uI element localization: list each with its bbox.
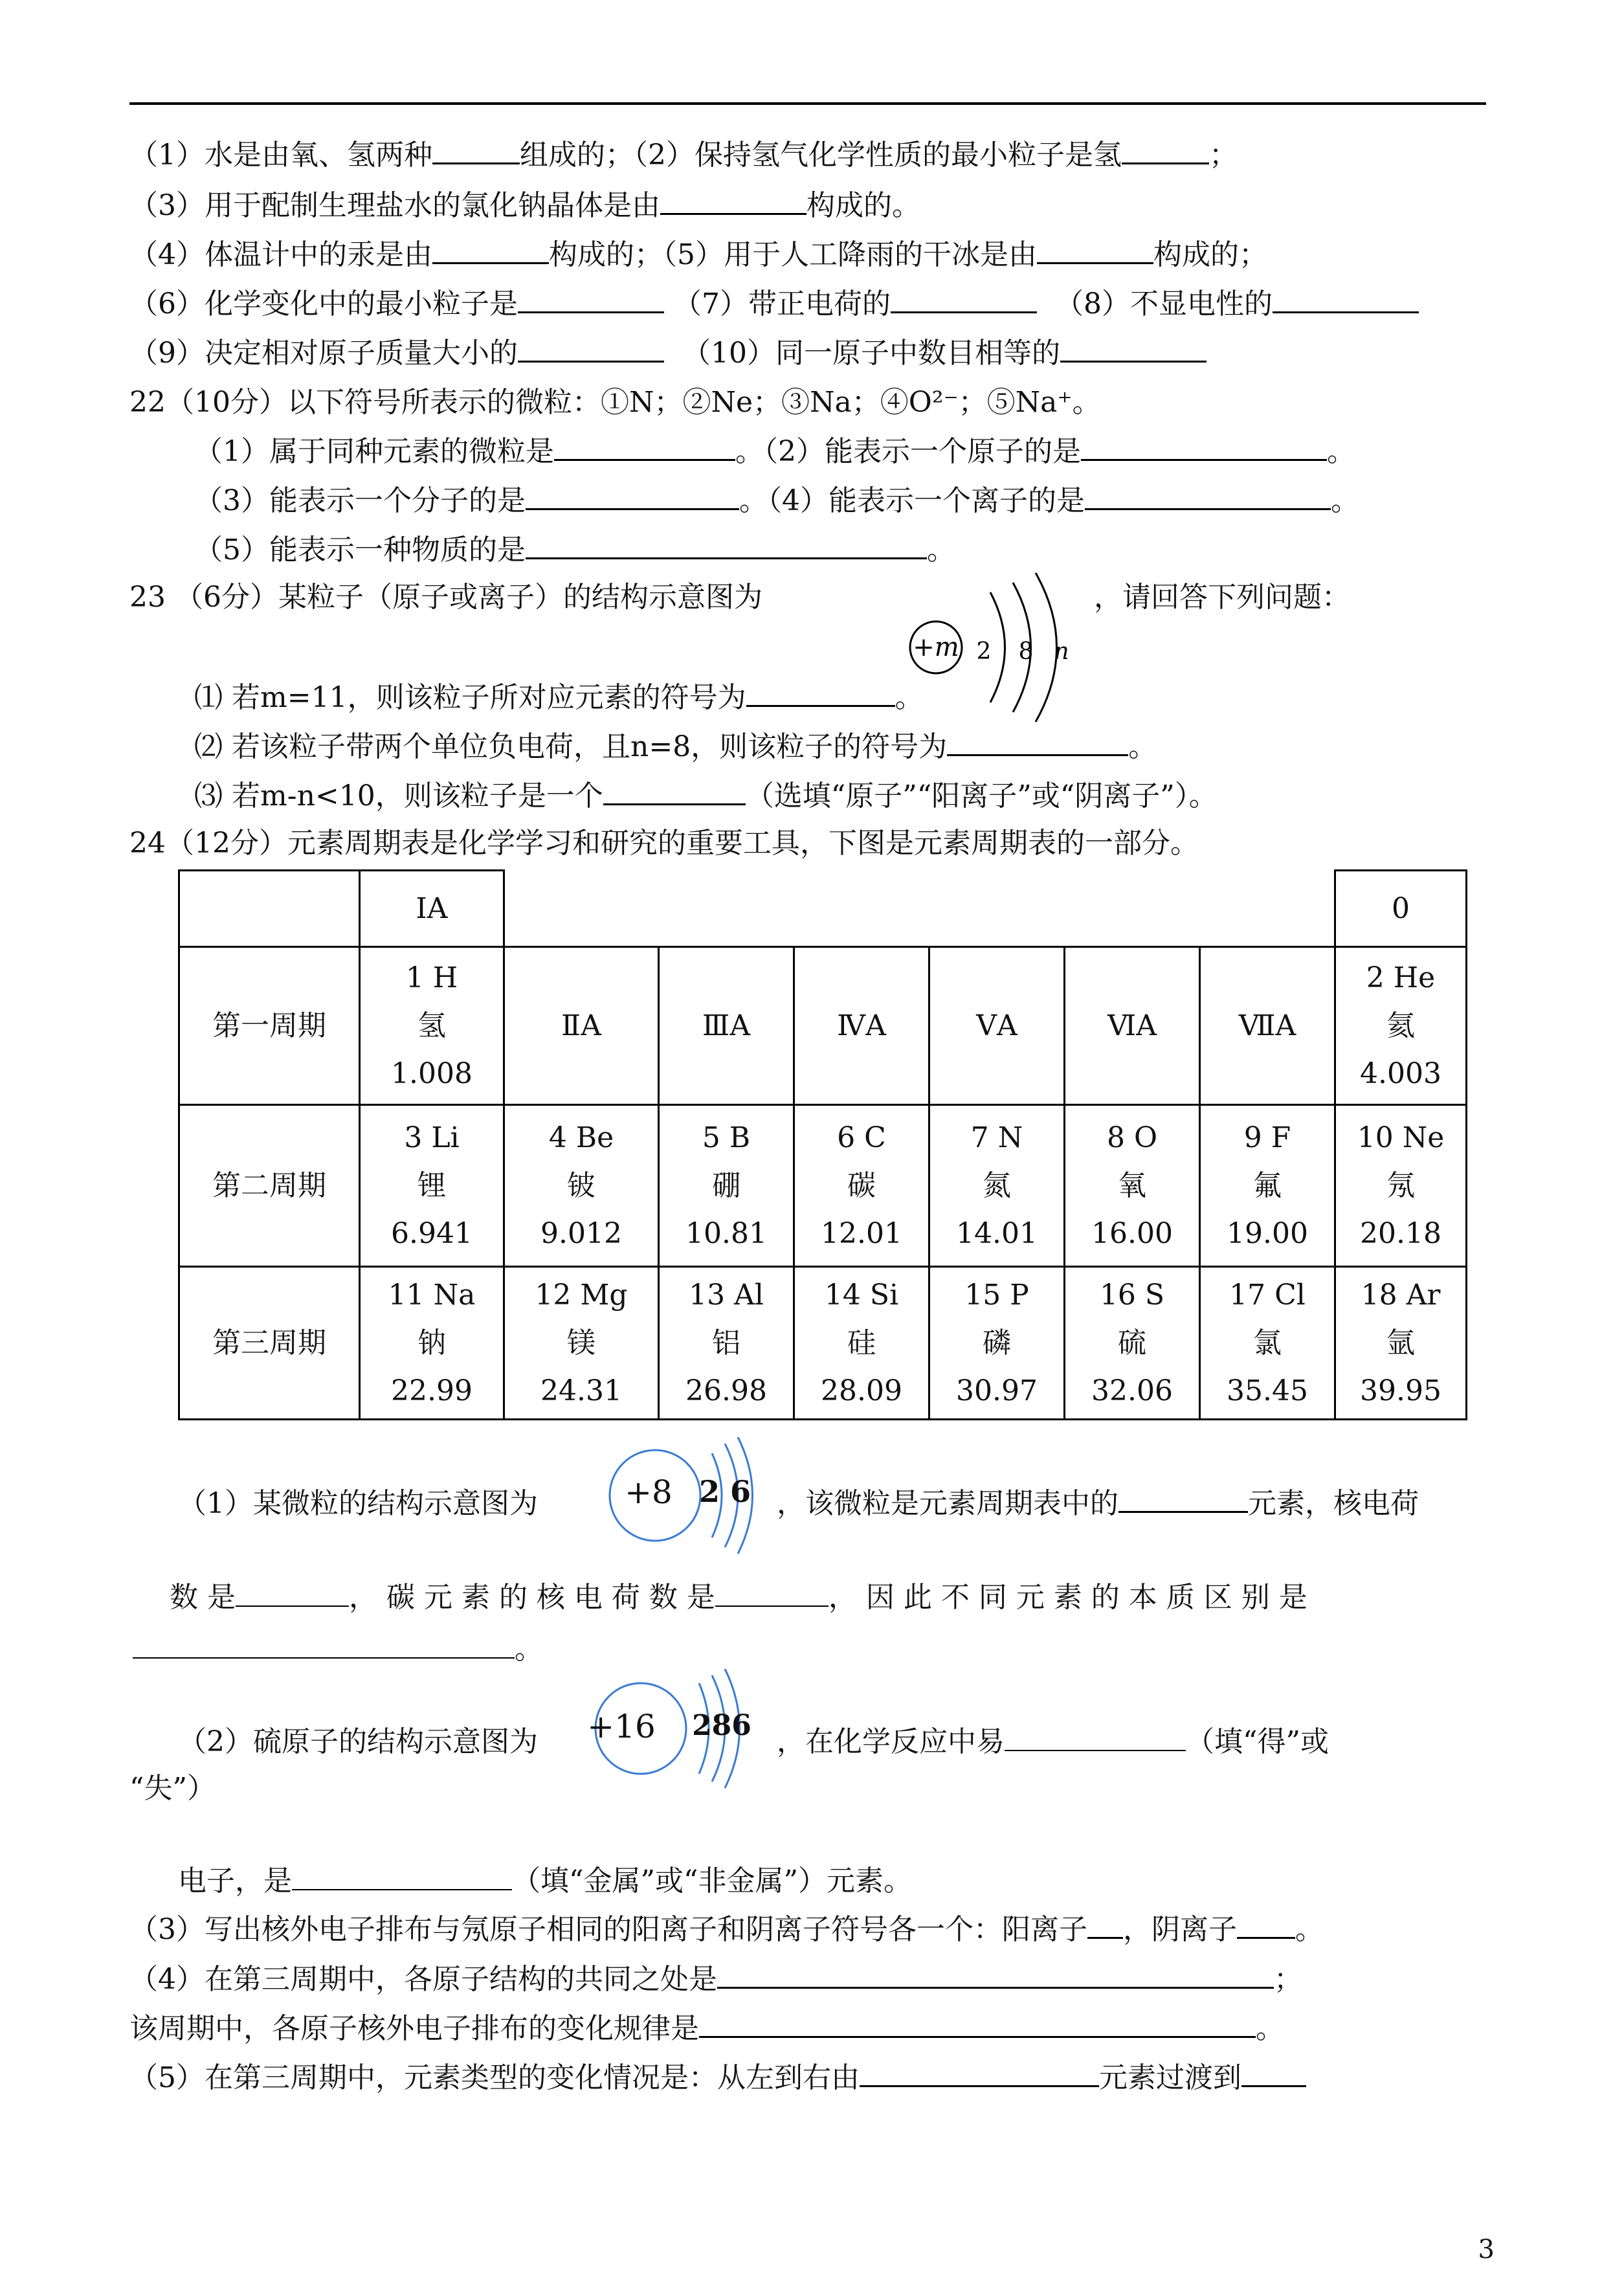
sulfur-shells-label: 286 [692, 1709, 751, 1742]
q24-part-3: （3）写出核外电子排布与氖原子相同的阳离子和阴离子符号各一个：阳离子 ，阴离子 。 [129, 1913, 1324, 1946]
element-cell: 4 Be 铍 9.012 [504, 1105, 659, 1267]
q23-sub-1: ⑴ 若m=11，则该粒子所对应元素的符号为 。 [194, 681, 924, 714]
element-cell: 6 C 碳 12.01 [794, 1105, 929, 1267]
q23-nucleus-label: +m [913, 632, 959, 662]
q24-part-1-line-3: 。 [133, 1631, 543, 1668]
q24-part-2-line-1-tail: ，在化学反应中易 （填“得”或 [777, 1725, 1329, 1758]
page-number: 3 [1478, 2235, 1495, 2265]
element-cell: 5 B 硼 10.81 [659, 1105, 794, 1267]
q24-part-4-line-2: 该周期中，各原子核外电子排布的变化规律是 。 [129, 2012, 1284, 2045]
group-IVA: ⅣA [794, 947, 929, 1105]
group-VA: ⅤA [929, 947, 1065, 1105]
q24-part-2-line-2: “失”） [129, 1772, 216, 1805]
q23-heading: 23 （6分）某粒子（原子或离子）的结构示意图为 [129, 581, 762, 614]
q23-sub-3: ⑶ 若m-n<10，则该粒子是一个 （选填“原子”“阳离子”或“阴离子”）。 [194, 779, 1218, 812]
q22-part-3: （5）能表示一种物质的是 。 [194, 533, 955, 566]
q21-line-2: （3）用于配制生理盐水的氯化钠晶体是由 构成的。 [129, 189, 920, 222]
element-cell: 1 H 氢 1.008 [360, 947, 504, 1105]
period-3: 第三周期 [179, 1267, 360, 1420]
q24-part-1-line-2: 数 是 ， 碳 元 素 的 核 电 荷 数 是 ， 因 此 不 同 元 素 的 本 质 区 别 是 [170, 1581, 1307, 1614]
oxygen-nucleus-label: +8 [625, 1473, 673, 1511]
period-2: 第二周期 [179, 1105, 360, 1267]
group-IIA: ⅡA [504, 947, 659, 1105]
q23-atom-diagram [893, 547, 1100, 728]
element-cell: 17 Cl 氯 35.45 [1200, 1267, 1335, 1420]
group-VIIA: ⅦA [1200, 947, 1335, 1105]
sulfur-structure-diagram [576, 1664, 770, 1793]
q24-part-5: （5）在第三周期中，元素类型的变化情况是：从左到右由 元素过渡到 [129, 2060, 1306, 2096]
element-cell: 9 F 氟 19.00 [1200, 1105, 1335, 1267]
q22-part-2: （3）能表示一个分子的是 。（4）能表示一个离子的是 。 [194, 484, 1359, 517]
period-1: 第一周期 [179, 947, 360, 1105]
group-zero: 0 [1335, 871, 1467, 947]
q23-sub-2: ⑵ 若该粒子带两个单位负电荷，且n=8，则该粒子的符号为 。 [194, 730, 1157, 763]
q23-shell-3: n [1054, 638, 1069, 665]
element-cell: 13 Al 铝 26.98 [659, 1267, 794, 1420]
corner-cell [179, 871, 360, 947]
element-cell: 16 S 硫 32.06 [1065, 1267, 1200, 1420]
q22-part-1: （1）属于同种元素的微粒是 。（2）能表示一个原子的是 。 [194, 435, 1355, 468]
q24-part-2-line-1: （2）硫原子的结构示意图为 [178, 1725, 538, 1758]
q24-part-1-line-1: （1）某微粒的结构示意图为 [178, 1487, 538, 1520]
element-cell: 12 Mg 镁 24.31 [504, 1267, 659, 1420]
oxygen-structure-diagram [608, 1434, 777, 1557]
periodic-table [178, 869, 1467, 1420]
q24-heading: 24（12分）元素周期表是化学学习和研究的重要工具，下图是元素周期表的一部分。 [129, 827, 1199, 860]
q24-part-2-line-3: 电子，是 （填“金属”或“非金属”）元素。 [178, 1864, 912, 1897]
element-cell: 11 Na 钠 22.99 [360, 1267, 504, 1420]
element-cell: 18 Ar 氩 39.95 [1335, 1267, 1467, 1420]
group-VIA: ⅥA [1065, 947, 1200, 1105]
q21-line-5: （9）决定相对原子质量大小的 （10）同一原子中数目相等的 [129, 335, 1207, 372]
q23-heading-tail: ，请回答下列问题： [1094, 581, 1350, 614]
element-cell: 3 Li 锂 6.941 [360, 1105, 504, 1267]
q24-part-4-line-1: （4）在第三周期中，各原子结构的共同之处是 ； [129, 1963, 1302, 1996]
header-rule [129, 102, 1486, 105]
q24-part-1-line-1-tail: ，该微粒是元素周期表中的 元素，核电荷 [777, 1487, 1419, 1520]
group-IA: ⅠA [360, 871, 504, 947]
table-gap [504, 871, 1335, 947]
element-cell: 14 Si 硅 28.09 [794, 1267, 929, 1420]
element-cell: 10 Ne 氖 20.18 [1335, 1105, 1467, 1267]
group-IIIA: ⅢA [659, 947, 794, 1105]
element-cell: 7 N 氮 14.01 [929, 1105, 1065, 1267]
element-cell: 15 P 磷 30.97 [929, 1267, 1065, 1420]
element-cell: 8 O 氧 16.00 [1065, 1105, 1200, 1267]
q23-shell-2: 8 [1018, 638, 1034, 665]
element-cell: 2 He 氦 4.003 [1335, 947, 1467, 1105]
q23-shell-1: 2 [976, 638, 992, 665]
oxygen-shells-label: 2 6 [698, 1474, 751, 1509]
q21-line-3: （4）体温计中的汞是由 构成的；（5）用于人工降雨的干冰是由 构成的； [129, 238, 1267, 271]
q22-heading: 22（10分）以下符号所表示的微粒：①N；②Ne；③Na；④O²⁻；⑤Na⁺。 [129, 386, 1101, 419]
q21-line-1: （1）水是由氧、氢两种 组成的；（2）保持氢气化学性质的最小粒子是氢 ； [129, 139, 1238, 172]
sulfur-nucleus-label: +16 [587, 1708, 656, 1745]
q21-line-4: （6）化学变化中的最小粒子是 （7）带正电荷的 （8）不显电性的 [129, 286, 1419, 322]
